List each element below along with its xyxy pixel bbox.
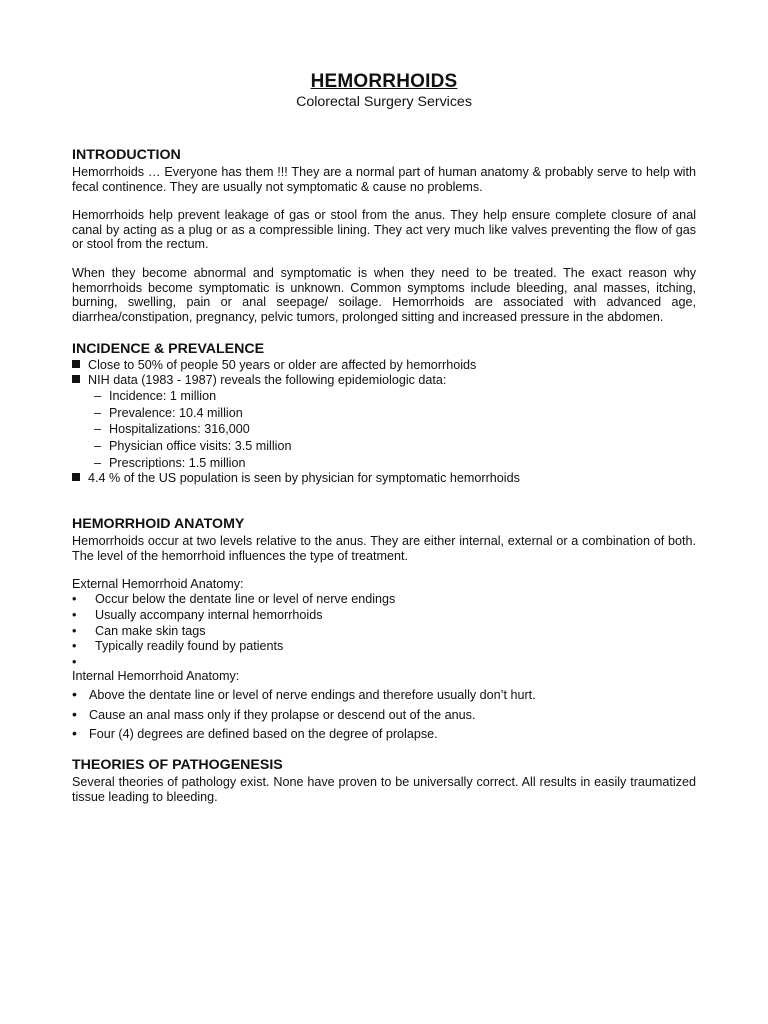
section-heading-anatomy: HEMORRHOID ANATOMY xyxy=(72,516,245,532)
list-item: • Can make skin tags xyxy=(72,624,206,638)
list-item: • Four (4) degrees are defined based on the degree of prolapse. xyxy=(72,725,438,741)
intro-paragraph-1: Hemorrhoids … Everyone has them !!! They are a normal part of human anatomy & probably serve to help with fecal continence. They are usually not symptomatic & cause no problems. xyxy=(72,165,696,194)
sub-list-item: – Hospitalizations: 316,000 xyxy=(94,422,250,436)
document-subtitle: Colorectal Surgery Services xyxy=(296,94,472,110)
bullet-icon: • xyxy=(72,608,77,622)
theories-paragraph: Several theories of pathology exist. None have proven to be universally correct. All results in easily traumatized tissue leading to bleeding. xyxy=(72,775,696,804)
square-bullet-icon xyxy=(72,473,80,481)
sub-list-item: – Incidence: 1 million xyxy=(94,389,217,403)
section-heading-introduction: INTRODUCTION xyxy=(72,147,181,163)
list-item: • Usually accompany internal hemorrhoids xyxy=(72,608,323,622)
bullet-icon: • xyxy=(72,655,77,669)
square-bullet-icon xyxy=(72,375,80,383)
sub-list-item: – Prevalence: 10.4 million xyxy=(94,406,243,420)
list-item: Close to 50% of people 50 years or older are affected by hemorrhoids xyxy=(72,358,476,373)
list-item: • Above the dentate line or level of nerve endings and therefore usually don’t hurt. xyxy=(72,686,536,702)
bullet-icon: • xyxy=(72,686,77,702)
bullet-icon: • xyxy=(72,624,77,638)
intro-paragraph-2: Hemorrhoids help prevent leakage of gas or stool from the anus. They help ensure complete closure of anal canal by acting as a plug or as a compressible lining. They act very much like valves preventing the flow of gas or stool from the rectum. xyxy=(72,208,696,252)
list-item: 4.4 % of the US population is seen by physician for symptomatic hemorrhoids xyxy=(72,471,520,486)
section-heading-incidence: INCIDENCE & PREVALENCE xyxy=(72,341,265,357)
section-heading-theories: THEORIES OF PATHOGENESIS xyxy=(72,757,283,773)
bullet-icon: • xyxy=(72,706,77,722)
sub-list-item: – Physician office visits: 3.5 million xyxy=(94,439,292,453)
bullet-icon: • xyxy=(72,725,77,741)
anatomy-paragraph: Hemorrhoids occur at two levels relative to the anus. They are either internal, external or a combination of both. The level of the hemorrhoid influences the type of treatment. xyxy=(72,534,696,563)
external-anatomy-label: External Hemorrhoid Anatomy: xyxy=(72,577,244,591)
list-item xyxy=(72,655,95,670)
list-item: • Cause an anal mass only if they prolapse or descend out of the anus. xyxy=(72,706,476,722)
document-title: HEMORRHOIDS xyxy=(310,71,458,92)
intro-paragraph-3: When they become abnormal and symptomatic is when they need to be treated. The exact reason why hemorrhoids become symptomatic is unknown. Common symptoms include bleeding, anal masses, itching, burning, swelling, pain or anal seepage/ soilage. Hemorrhoids are associated with advanced age, diarrhea/constipation, pregnancy, pelvic tumors, prolonged sitting and increased pressure in the abdomen. xyxy=(72,266,696,324)
internal-anatomy-label: Internal Hemorrhoid Anatomy: xyxy=(72,669,240,683)
list-item: • Typically readily found by patients xyxy=(72,639,284,653)
sub-list-item: – Prescriptions: 1.5 million xyxy=(94,456,246,470)
bullet-icon: • xyxy=(72,592,77,606)
list-item: • Occur below the dentate line or level of nerve endings xyxy=(72,592,396,606)
bullet-icon: • xyxy=(72,639,77,653)
square-bullet-icon xyxy=(72,360,80,368)
list-item: NIH data (1983 - 1987) reveals the following epidemiologic data: xyxy=(72,373,446,388)
